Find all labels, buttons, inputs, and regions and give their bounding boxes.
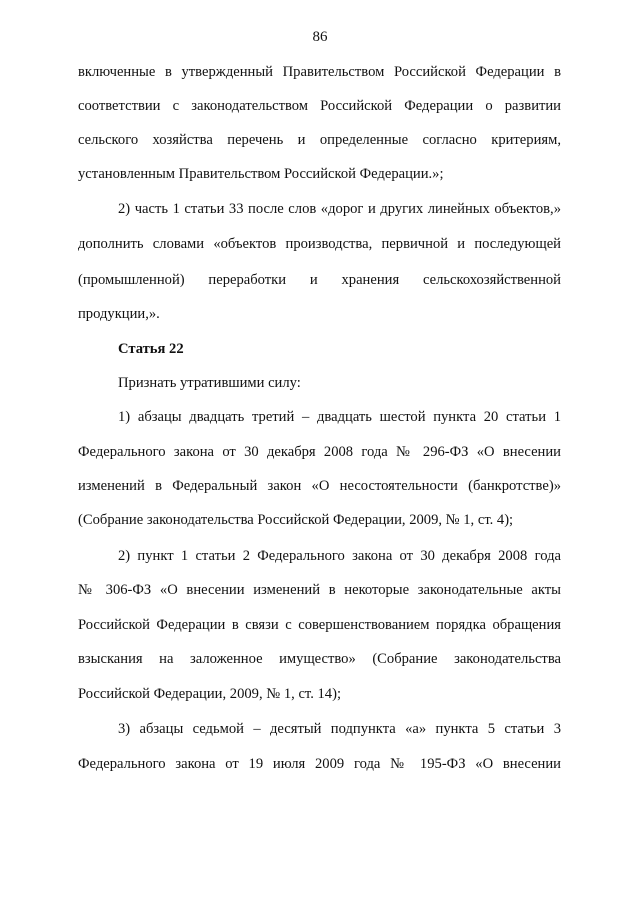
text-line: (промышленной) переработки и хранения сельскохозяйственной [78, 272, 561, 288]
text-line: № 306-ФЗ «О внесении изменений в некоторые законодательные акты [78, 582, 561, 598]
text-line: сельского хозяйства перечень и определенные согласно критериям, [78, 132, 561, 148]
text-line: 1) абзацы двадцать третий – двадцать шестой пункта 20 статьи 1 [118, 409, 561, 425]
text-line: (Собрание законодательства Российской Федерации, 2009, № 1, ст. 4); [78, 512, 514, 528]
text-line: включенные в утвержденный Правительством Российской Федерации в [78, 64, 561, 80]
page-number: 86 [312, 29, 328, 45]
text-line: Российской Федерации в связи с совершенствованием порядка обращения [78, 617, 561, 633]
section-heading: Статья 22 [118, 341, 184, 357]
text-line: Федерального закона от 30 декабря 2008 года № 296-ФЗ «О внесении [78, 444, 561, 460]
text-line: изменений в Федеральный закон «О несостоятельности (банкротстве)» [78, 478, 561, 494]
text-line: 3) абзацы седьмой – десятый подпункта «а» пункта 5 статьи 3 [118, 721, 561, 737]
text-line: соответствии с законодательством Российской Федерации о развитии [78, 98, 561, 114]
text-line: установленным Правительством Российской Федерации.»; [78, 166, 444, 182]
text-line: взыскания на заложенное имущество» (Собрание законодательства [78, 651, 561, 667]
text-line: Федерального закона от 19 июля 2009 года № 195-ФЗ «О внесении [78, 756, 561, 772]
text-line: продукции,». [78, 306, 160, 322]
text-line: Признать утратившими силу: [118, 375, 301, 391]
text-line: 2) часть 1 статьи 33 после слов «дорог и других линейных объектов,» [118, 201, 561, 217]
text-line: дополнить словами «объектов производства, первичной и последующей [78, 236, 561, 252]
text-line: Российской Федерации, 2009, № 1, ст. 14); [78, 686, 342, 702]
text-line: 2) пункт 1 статьи 2 Федерального закона от 30 декабря 2008 года [118, 548, 561, 564]
